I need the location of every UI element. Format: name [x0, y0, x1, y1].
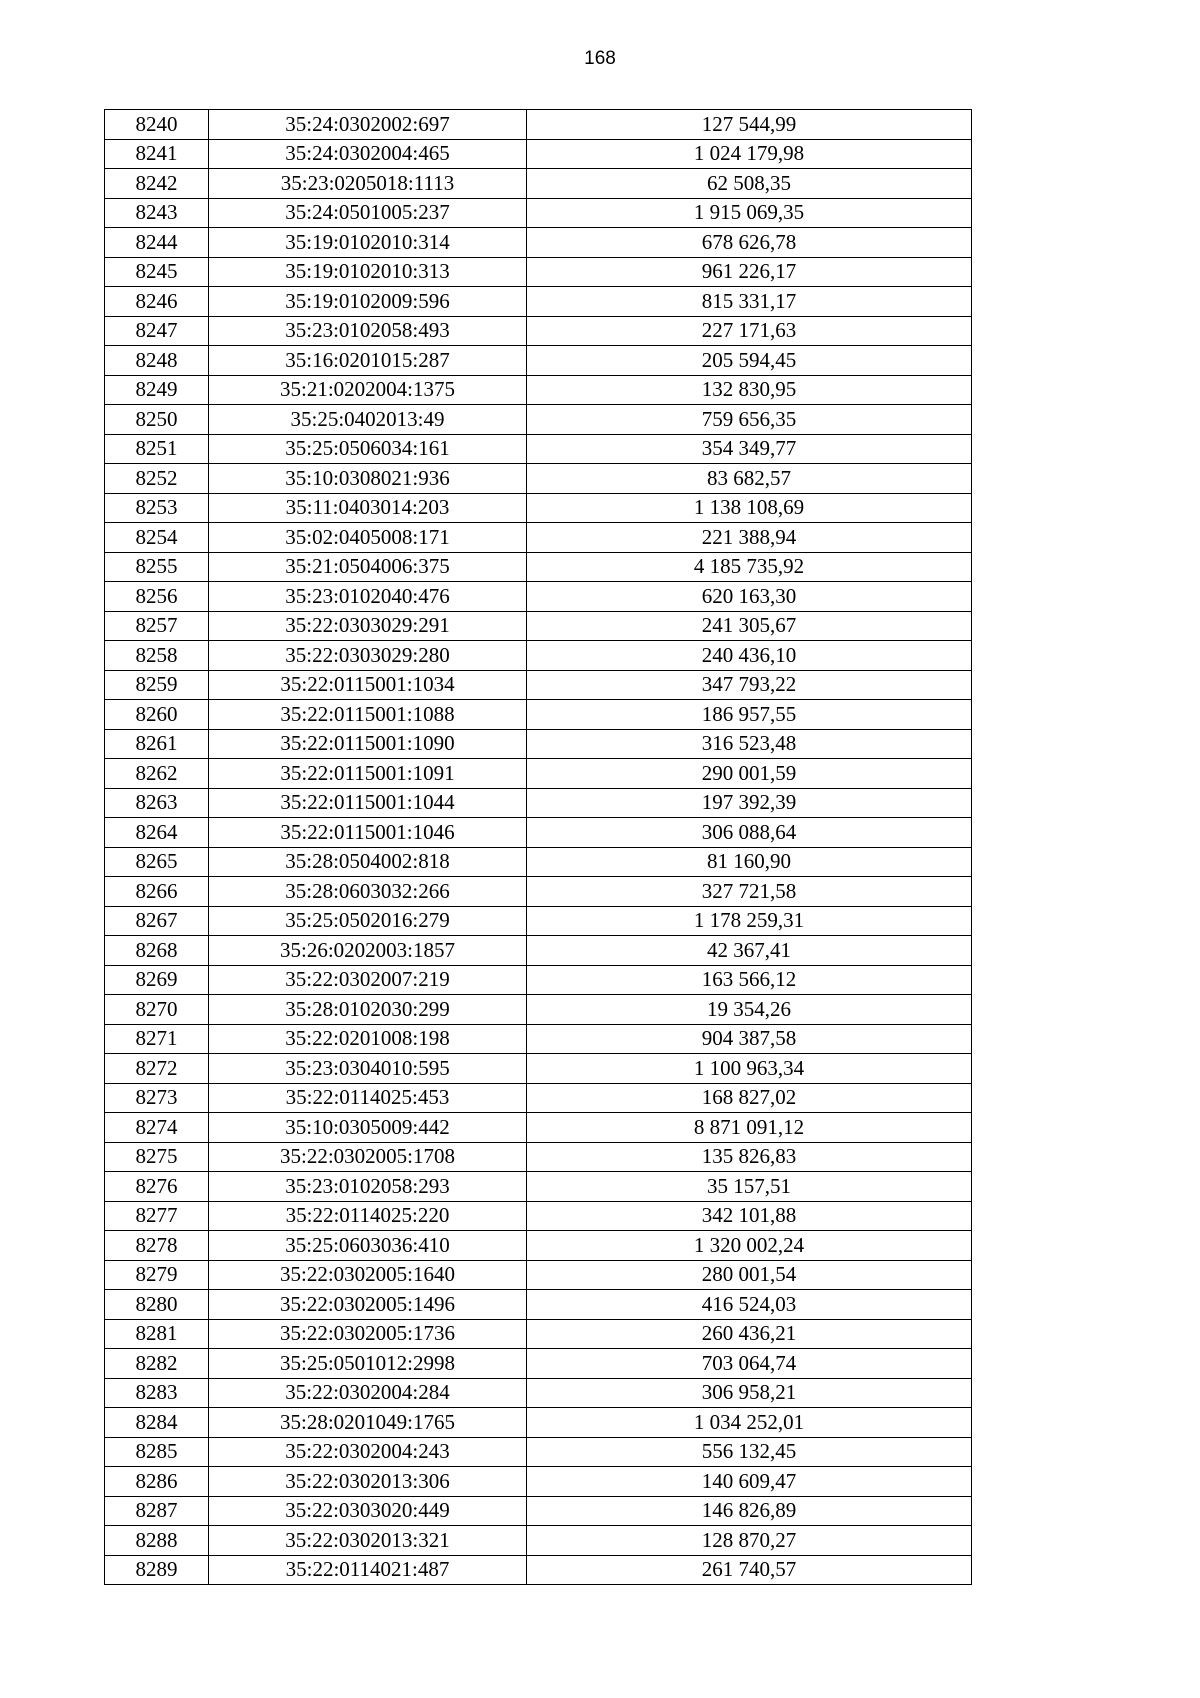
table-row [105, 228, 972, 258]
cadastral-number-cell: 35:28:0102030:299 [209, 995, 527, 1025]
value-cell: 280 001,54 [527, 1260, 972, 1290]
cadastral-number-cell: 35:23:0304010:595 [209, 1054, 527, 1084]
value-cell: 135 826,83 [527, 1142, 972, 1172]
value-cell: 1 138 108,69 [527, 493, 972, 523]
table-row [105, 729, 972, 759]
row-number-cell: 8284 [105, 1408, 209, 1438]
value-cell: 4 185 735,92 [527, 552, 972, 582]
row-number-cell: 8258 [105, 641, 209, 671]
row-number-cell: 8267 [105, 906, 209, 936]
table-row [105, 818, 972, 848]
row-number-cell: 8283 [105, 1378, 209, 1408]
cadastral-number-cell: 35:10:0308021:936 [209, 464, 527, 494]
value-cell: 42 367,41 [527, 936, 972, 966]
value-cell: 290 001,59 [527, 759, 972, 789]
cadastral-number-cell: 35:22:0302005:1708 [209, 1142, 527, 1172]
value-cell: 620 163,30 [527, 582, 972, 612]
table-row [105, 877, 972, 907]
row-number-cell: 8247 [105, 316, 209, 346]
table-row [105, 1290, 972, 1320]
cadastral-number-cell: 35:28:0603032:266 [209, 877, 527, 907]
row-number-cell: 8243 [105, 198, 209, 228]
table-row [105, 641, 972, 671]
row-number-cell: 8272 [105, 1054, 209, 1084]
cadastral-number-cell: 35:22:0302005:1496 [209, 1290, 527, 1320]
table-row [105, 1024, 972, 1054]
row-number-cell: 8257 [105, 611, 209, 641]
value-cell: 197 392,39 [527, 788, 972, 818]
table-row [105, 1142, 972, 1172]
value-cell: 128 870,27 [527, 1526, 972, 1556]
value-cell: 19 354,26 [527, 995, 972, 1025]
value-cell: 146 826,89 [527, 1496, 972, 1526]
cadastral-number-cell: 35:26:0202003:1857 [209, 936, 527, 966]
table-row [105, 316, 972, 346]
value-cell: 347 793,22 [527, 670, 972, 700]
value-cell: 815 331,17 [527, 287, 972, 317]
value-cell: 241 305,67 [527, 611, 972, 641]
table-row [105, 434, 972, 464]
cadastral-number-cell: 35:22:0302005:1736 [209, 1319, 527, 1349]
table-row [105, 1437, 972, 1467]
value-cell: 316 523,48 [527, 729, 972, 759]
cadastral-number-cell: 35:22:0114025:220 [209, 1201, 527, 1231]
value-cell: 83 682,57 [527, 464, 972, 494]
table-row [105, 1054, 972, 1084]
value-cell: 168 827,02 [527, 1083, 972, 1113]
table-row [105, 1260, 972, 1290]
row-number-cell: 8262 [105, 759, 209, 789]
row-number-cell: 8252 [105, 464, 209, 494]
value-cell: 306 958,21 [527, 1378, 972, 1408]
value-cell: 8 871 091,12 [527, 1113, 972, 1143]
row-number-cell: 8273 [105, 1083, 209, 1113]
cadastral-number-cell: 35:23:0102040:476 [209, 582, 527, 612]
value-cell: 354 349,77 [527, 434, 972, 464]
table-row [105, 346, 972, 376]
table-row [105, 169, 972, 199]
value-cell: 132 830,95 [527, 375, 972, 405]
row-number-cell: 8259 [105, 670, 209, 700]
row-number-cell: 8246 [105, 287, 209, 317]
cadastral-number-cell: 35:24:0501005:237 [209, 198, 527, 228]
table-row [105, 287, 972, 317]
table-row [105, 523, 972, 553]
value-cell: 1 915 069,35 [527, 198, 972, 228]
row-number-cell: 8261 [105, 729, 209, 759]
row-number-cell: 8263 [105, 788, 209, 818]
row-number-cell: 8276 [105, 1172, 209, 1202]
value-cell: 227 171,63 [527, 316, 972, 346]
table-row [105, 139, 972, 169]
table-row [105, 257, 972, 287]
value-cell: 205 594,45 [527, 346, 972, 376]
cadastral-number-cell: 35:22:0115001:1090 [209, 729, 527, 759]
row-number-cell: 8274 [105, 1113, 209, 1143]
row-number-cell: 8268 [105, 936, 209, 966]
row-number-cell: 8277 [105, 1201, 209, 1231]
cadastral-number-cell: 35:19:0102009:596 [209, 287, 527, 317]
cadastral-number-cell: 35:25:0501012:2998 [209, 1349, 527, 1379]
table-row [105, 552, 972, 582]
value-cell: 904 387,58 [527, 1024, 972, 1054]
row-number-cell: 8287 [105, 1496, 209, 1526]
value-cell: 221 388,94 [527, 523, 972, 553]
cadastral-number-cell: 35:23:0102058:293 [209, 1172, 527, 1202]
row-number-cell: 8269 [105, 965, 209, 995]
value-cell: 127 544,99 [527, 110, 972, 140]
value-cell: 703 064,74 [527, 1349, 972, 1379]
cadastral-number-cell: 35:25:0603036:410 [209, 1231, 527, 1261]
cadastral-number-cell: 35:22:0303020:449 [209, 1496, 527, 1526]
value-cell: 1 034 252,01 [527, 1408, 972, 1438]
cadastral-number-cell: 35:19:0102010:314 [209, 228, 527, 258]
cadastral-number-cell: 35:22:0302005:1640 [209, 1260, 527, 1290]
row-number-cell: 8264 [105, 818, 209, 848]
table-row [105, 965, 972, 995]
cadastral-number-cell: 35:22:0302004:243 [209, 1437, 527, 1467]
table-row [105, 700, 972, 730]
row-number-cell: 8249 [105, 375, 209, 405]
value-cell: 961 226,17 [527, 257, 972, 287]
row-number-cell: 8289 [105, 1555, 209, 1585]
cadastral-number-cell: 35:22:0115001:1046 [209, 818, 527, 848]
value-cell: 342 101,88 [527, 1201, 972, 1231]
row-number-cell: 8244 [105, 228, 209, 258]
value-cell: 240 436,10 [527, 641, 972, 671]
row-number-cell: 8255 [105, 552, 209, 582]
row-number-cell: 8278 [105, 1231, 209, 1261]
cadastral-number-cell: 35:19:0102010:313 [209, 257, 527, 287]
table-row [105, 1408, 972, 1438]
table-row [105, 1526, 972, 1556]
value-cell: 261 740,57 [527, 1555, 972, 1585]
row-number-cell: 8288 [105, 1526, 209, 1556]
value-cell: 186 957,55 [527, 700, 972, 730]
cadastral-number-cell: 35:22:0302007:219 [209, 965, 527, 995]
table-row [105, 493, 972, 523]
table-row [105, 405, 972, 435]
table-row [105, 1083, 972, 1113]
row-number-cell: 8253 [105, 493, 209, 523]
cadastral-number-cell: 35:28:0504002:818 [209, 847, 527, 877]
table-row [105, 995, 972, 1025]
value-cell: 140 609,47 [527, 1467, 972, 1497]
value-cell: 62 508,35 [527, 169, 972, 199]
cadastral-number-cell: 35:25:0402013:49 [209, 405, 527, 435]
cadastral-number-cell: 35:22:0302013:321 [209, 1526, 527, 1556]
cadastral-number-cell: 35:22:0115001:1034 [209, 670, 527, 700]
table-row [105, 1201, 972, 1231]
row-number-cell: 8282 [105, 1349, 209, 1379]
row-number-cell: 8271 [105, 1024, 209, 1054]
cadastral-number-cell: 35:22:0114021:487 [209, 1555, 527, 1585]
value-cell: 556 132,45 [527, 1437, 972, 1467]
table-row [105, 582, 972, 612]
table-row [105, 1231, 972, 1261]
table-row [105, 670, 972, 700]
table-row [105, 375, 972, 405]
cadastral-number-cell: 35:02:0405008:171 [209, 523, 527, 553]
cadastral-number-cell: 35:10:0305009:442 [209, 1113, 527, 1143]
table-row [105, 110, 972, 140]
row-number-cell: 8241 [105, 139, 209, 169]
table-row [105, 1113, 972, 1143]
value-cell: 35 157,51 [527, 1172, 972, 1202]
table-row [105, 1496, 972, 1526]
value-cell: 306 088,64 [527, 818, 972, 848]
row-number-cell: 8254 [105, 523, 209, 553]
row-number-cell: 8248 [105, 346, 209, 376]
cadastral-number-cell: 35:22:0302004:284 [209, 1378, 527, 1408]
cadastral-number-cell: 35:22:0115001:1091 [209, 759, 527, 789]
value-cell: 260 436,21 [527, 1319, 972, 1349]
value-cell: 678 626,78 [527, 228, 972, 258]
value-cell: 327 721,58 [527, 877, 972, 907]
row-number-cell: 8279 [105, 1260, 209, 1290]
row-number-cell: 8266 [105, 877, 209, 907]
value-cell: 163 566,12 [527, 965, 972, 995]
table-row [105, 464, 972, 494]
row-number-cell: 8256 [105, 582, 209, 612]
table-row [105, 198, 972, 228]
records-table [104, 109, 972, 1585]
row-number-cell: 8265 [105, 847, 209, 877]
table-row [105, 906, 972, 936]
cadastral-number-cell: 35:16:0201015:287 [209, 346, 527, 376]
row-number-cell: 8280 [105, 1290, 209, 1320]
cadastral-number-cell: 35:22:0201008:198 [209, 1024, 527, 1054]
table-row [105, 1349, 972, 1379]
records-table-body [105, 110, 972, 1585]
row-number-cell: 8245 [105, 257, 209, 287]
page-number: 168 [584, 48, 616, 69]
cadastral-number-cell: 35:23:0205018:1113 [209, 169, 527, 199]
cadastral-number-cell: 35:22:0302013:306 [209, 1467, 527, 1497]
row-number-cell: 8275 [105, 1142, 209, 1172]
row-number-cell: 8286 [105, 1467, 209, 1497]
value-cell: 1 100 963,34 [527, 1054, 972, 1084]
table-row [105, 1172, 972, 1202]
value-cell: 416 524,03 [527, 1290, 972, 1320]
value-cell: 81 160,90 [527, 847, 972, 877]
row-number-cell: 8251 [105, 434, 209, 464]
cadastral-number-cell: 35:21:0504006:375 [209, 552, 527, 582]
cadastral-number-cell: 35:22:0115001:1088 [209, 700, 527, 730]
cadastral-number-cell: 35:23:0102058:493 [209, 316, 527, 346]
cadastral-number-cell: 35:25:0506034:161 [209, 434, 527, 464]
cadastral-number-cell: 35:24:0302002:697 [209, 110, 527, 140]
row-number-cell: 8260 [105, 700, 209, 730]
table-row [105, 759, 972, 789]
cadastral-number-cell: 35:22:0115001:1044 [209, 788, 527, 818]
value-cell: 1 024 179,98 [527, 139, 972, 169]
cadastral-number-cell: 35:24:0302004:465 [209, 139, 527, 169]
value-cell: 1 178 259,31 [527, 906, 972, 936]
table-row [105, 936, 972, 966]
row-number-cell: 8250 [105, 405, 209, 435]
row-number-cell: 8240 [105, 110, 209, 140]
row-number-cell: 8270 [105, 995, 209, 1025]
table-row [105, 847, 972, 877]
cadastral-number-cell: 35:22:0303029:280 [209, 641, 527, 671]
row-number-cell: 8281 [105, 1319, 209, 1349]
value-cell: 1 320 002,24 [527, 1231, 972, 1261]
table-row [105, 1378, 972, 1408]
table-row [105, 1319, 972, 1349]
cadastral-number-cell: 35:28:0201049:1765 [209, 1408, 527, 1438]
cadastral-number-cell: 35:21:0202004:1375 [209, 375, 527, 405]
cadastral-number-cell: 35:25:0502016:279 [209, 906, 527, 936]
table-row [105, 788, 972, 818]
table-row [105, 1467, 972, 1497]
table-row [105, 1555, 972, 1585]
value-cell: 759 656,35 [527, 405, 972, 435]
row-number-cell: 8285 [105, 1437, 209, 1467]
row-number-cell: 8242 [105, 169, 209, 199]
cadastral-number-cell: 35:22:0114025:453 [209, 1083, 527, 1113]
cadastral-number-cell: 35:11:0403014:203 [209, 493, 527, 523]
cadastral-number-cell: 35:22:0303029:291 [209, 611, 527, 641]
table-row [105, 611, 972, 641]
